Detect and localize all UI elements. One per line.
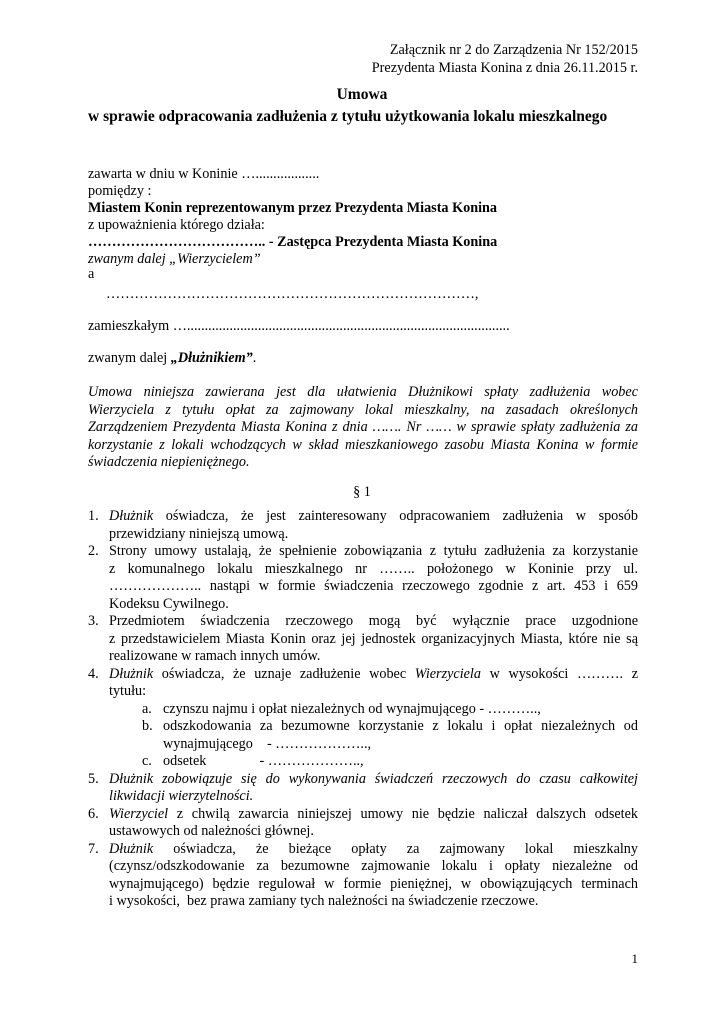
clause-1 — [88, 508, 638, 543]
clause-line: przewidziany niniejszą umową. — [109, 525, 289, 542]
clause-4 — [88, 666, 638, 771]
clause-line: z przedstawicielem Miasta Konin oraz jej jednostek organizacyjnych Miasta, które nie są — [109, 630, 638, 647]
clause-line: realizowane w ramach innych umów. — [109, 648, 321, 664]
clause-line — [109, 806, 638, 824]
clause-line: ……………….. nastąpi w formie świadczenia rzeczowego zgodnie z art. 453 i 659 — [109, 578, 638, 594]
clause-line: likwidacji wierzytelności. — [109, 788, 254, 804]
intro-pomiedzy: pomiędzy : — [88, 183, 152, 199]
clause-number: 3. — [88, 613, 99, 629]
page-number: 1 — [631, 951, 638, 966]
clause-3 — [88, 613, 638, 666]
subclause-letter: a. — [142, 700, 152, 717]
paragraph-line: Umowa niniejsza zawierana jest dla ułatwienia Dłużnikowi spłaty zadłużenia wobec — [88, 384, 638, 400]
clause-line: (czynsz/odszkodowanie za bezumowne zajmowanie lokalu i opłaty niezależne od — [109, 858, 638, 874]
section-mark: § 1 — [353, 484, 371, 500]
clause-number: 7. — [88, 840, 99, 857]
debtor-alias-prefix: zwanym dalej — [88, 350, 171, 366]
subclause-c — [109, 753, 638, 771]
clause-number: 5. — [88, 770, 99, 787]
clause-number: 4. — [88, 665, 99, 682]
clause-line: z komunalnego lokalu mieszkalnego nr …….. położonego w Koninie przy ul. — [109, 560, 638, 577]
clause-text: oświadcza, że uznaje zadłużenie wobec — [153, 665, 415, 682]
clause-number: 6. — [88, 805, 99, 822]
header-line-2: Prezydenta Miasta Konina z dnia 26.11.2015 r. — [371, 59, 638, 76]
clause-line: tytułu: — [109, 683, 147, 699]
clause-number: 2. — [88, 543, 99, 559]
clause-text: oświadcza, że bieżące opłaty za zajmowany lokal mieszkalny — [153, 840, 638, 857]
document-subtitle: w sprawie odpracowania zadłużenia z tytułu użytkowania lokalu mieszkalnego — [88, 108, 608, 125]
intro-debtor-alias — [88, 350, 638, 368]
document-header — [372, 42, 638, 77]
clause-line: Strony umowy ustalają, że spełnienie zobowiązania z tytułu zadłużenia za korzystanie — [109, 543, 638, 559]
clause-line — [109, 666, 638, 684]
clause-7 — [88, 841, 638, 911]
clause-6 — [88, 806, 638, 841]
clause-term: Dłużnik — [109, 840, 154, 857]
clause-line: Kodeksu Cywilnego. — [109, 595, 229, 612]
clause-term: Wierzyciel — [109, 805, 169, 822]
clause-text: w wysokości ………. z — [480, 665, 638, 682]
header-line-1: Załącznik nr 2 do Zarządzenia Nr 152/2015 — [389, 42, 638, 58]
clause-line: ustawowych od należności głównej. — [109, 823, 314, 839]
intro-debtor-line: ……………………………………………………………………, — [106, 286, 479, 302]
clause-number: 1. — [88, 508, 99, 524]
paragraph-line: świadczenia niepieniężnego. — [88, 454, 250, 470]
clause-term: Dłużnik — [109, 665, 154, 682]
subclause-list — [109, 701, 638, 771]
subclause-b — [109, 718, 638, 753]
clause-line — [109, 508, 638, 526]
clause-line: Przedmiotem świadczenia rzeczowego mogą być wyłącznie prace uzgodnione — [109, 613, 638, 629]
intro-deputy: ……………………………….. - Zastępca Prezydenta Miasta Konina — [88, 234, 498, 250]
paragraph-line: Zarządzeniem Prezydenta Miasta Konina z dnia ……. Nr …… w sprawie spłaty zadłużenia za — [88, 419, 638, 435]
paragraph-line: Wierzyciela z tytułu opłat za zajmowany lokal mieszkalny, na zasadach określonych — [88, 401, 638, 418]
intro-authorization: z upoważnienia którego działa: — [88, 217, 265, 233]
subclause-letter: c. — [142, 753, 152, 769]
purpose-paragraph — [88, 384, 638, 472]
document-title: Umowa — [336, 86, 388, 103]
creditor-alias-text: zwanym dalej „Wierzycielem” — [88, 251, 261, 267]
clause-text: z chwilą zawarcia niniejszej umowy nie będzie naliczał dalszych odsetek — [168, 805, 638, 822]
clause-line — [109, 841, 638, 859]
intro-zawarta: zawarta w dniu w Koninie ….................. — [88, 166, 320, 182]
subclause-a — [109, 701, 638, 719]
subclause-line: odszkodowania za bezumowne korzystanie z lokalu i opłat niezależnych od — [163, 718, 638, 734]
subclause-line: wynajmującego - ……………….., — [163, 735, 372, 752]
clause-5 — [88, 771, 638, 806]
subclause-line: odsetek - ……………….., — [163, 753, 364, 769]
paragraph-line: korzystanie z lokali wchodzących w skład mieszkaniowego zasobu Miasta Konina w formie — [88, 436, 638, 453]
intro-a: a — [88, 266, 95, 282]
subclause-letter: b. — [142, 718, 153, 734]
clause-2 — [88, 543, 638, 613]
clause-text: oświadcza, że jest zainteresowany odpracowaniem zadłużenia w sposób — [153, 508, 638, 524]
clause-line: i wysokości, bez prawa zamiany tych należności na świadczenie rzeczowe. — [109, 893, 539, 909]
intro-residence: zamieszkałym …........................................................................................... — [88, 318, 510, 334]
debtor-alias-suffix: . — [252, 350, 257, 366]
clauses-list — [88, 508, 638, 911]
clause-line: wynajmującego) będzie regulował w formie pieniężnej, w obowiązujących terminach — [109, 875, 638, 892]
clause-term: Wierzyciela — [414, 665, 481, 682]
intro-party-city: Miastem Konin reprezentowanym przez Prezydenta Miasta Konina — [88, 200, 498, 216]
clause-line: Dłużnik zobowiązuje się do wykonywania świadczeń rzeczowych do czasu całkowitej — [109, 770, 638, 787]
subclause-line: czynszu najmu i opłat niezależnych od wynajmującego - ……….., — [163, 700, 541, 717]
debtor-alias-term: „Dłużnikiem” — [170, 350, 253, 366]
clause-term: Dłużnik — [109, 508, 154, 524]
